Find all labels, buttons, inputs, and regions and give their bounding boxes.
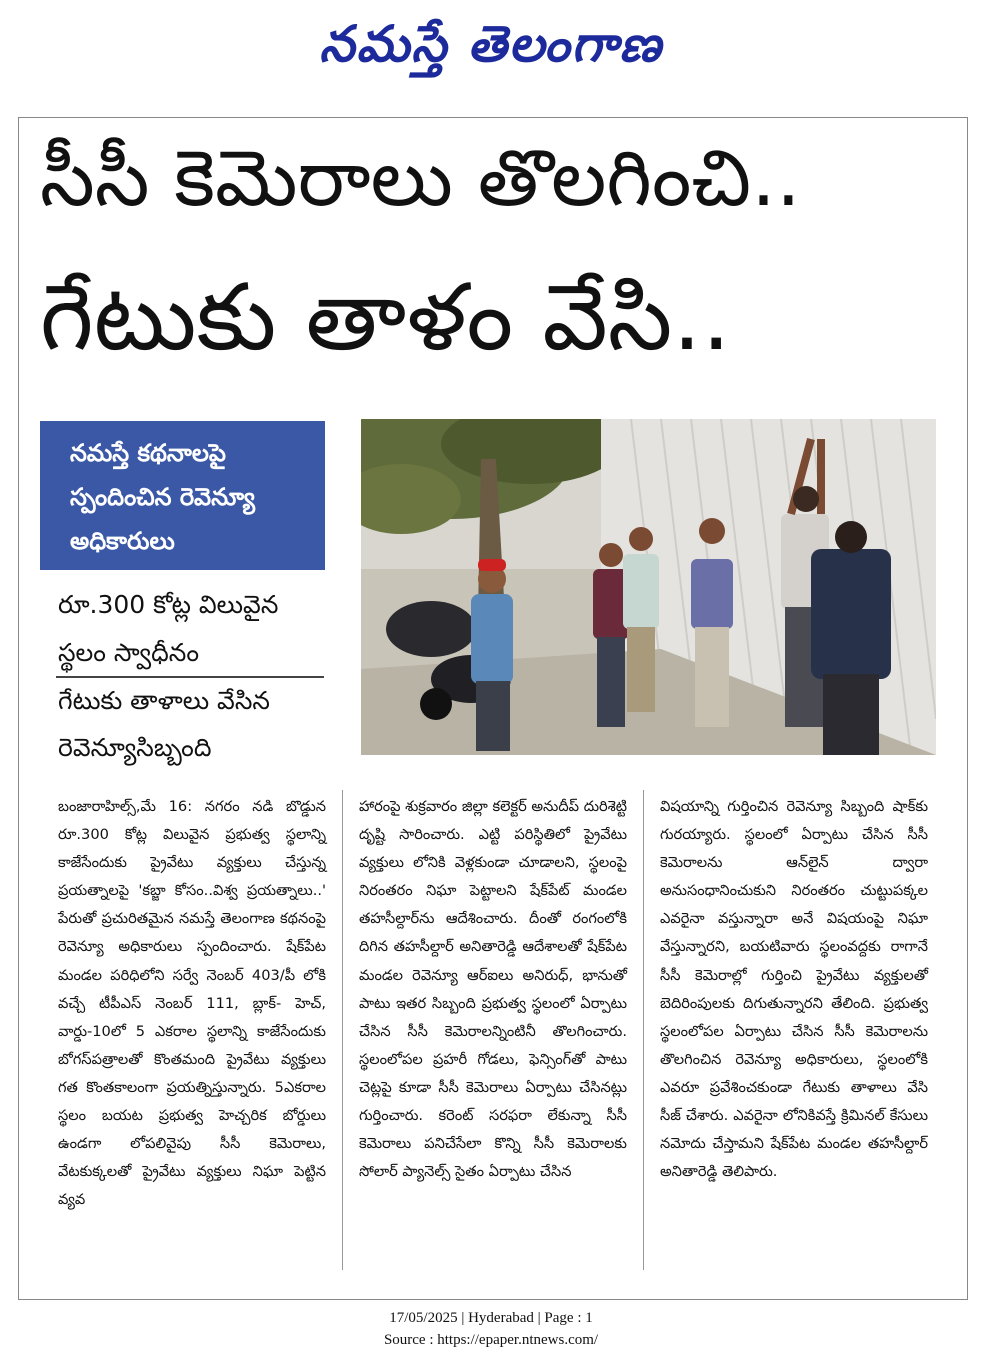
article-column-2: హారంపై శుక్రవారం జిల్లా కలెక్టర్ అనుదీప్ దురిశెట్టి దృష్టి సారించారు. ఎట్టి పరిస్థితిలో ప్రైవేటు వ్యక్తులు లోనికి వెళ్లకుండా చూడాలని, స్థలంపై నిరంతరం నిఘా పెట్టాలని షేక్‌పేట్ మండల తహసీల్దార్‌ను ఆదేశించారు. దీంతో రంగంలోకి దిగిన తహసీల్దార్ అనితారెడ్డి ఆదేశాలతో షేక్‌పేట మండల రెవెన్యూ ఆర్ఐలు అనిరుధ్, భానుతో పాటు ఇతర సిబ్బంది ప్రభుత్వ స్థలంలో ఏర్పాటు చేసిన సీసీ కెమెరాలన్నింటినీ తొలగించారు. స్థలంలోపల ప్రహరీ గోడలు, ఫెన్సింగ్‌తో పాటు చెట్లపై కూడా సీసీ కెమెరాలు ఏర్పాటు చేసినట్లు గుర్తించారు. కరెంట్ సరఫరా లేకున్నా సీసీ కెమెరాలు పనిచేసేలా కొన్ని సీసీ కెమెరాలకు సోలార్ ప్యానెల్స్ సైతం ఏర్పాటు చేసిన [359,798,627,1181]
footer-source-line: Source : https://epaper.ntnews.com/ [383,1332,599,1348]
column-rule [643,790,644,1270]
kicker-line: అధికారులు [70,527,175,555]
subhead-line: రెవెన్యూసిబ్బంది [58,733,212,762]
masthead [0,8,982,80]
kicker-line: స్పందించిన రెవెన్యూ [70,483,255,511]
kicker-line: నమస్తే కథనాలపై [70,439,226,467]
masthead-logo: నమస్తే తెలంగాణ [319,15,663,73]
headline-line-2: గేటుకు తాళం వేసి.. [40,264,731,371]
subhead-line: గేటుకు తాళాలు వేసిన [58,686,270,715]
subhead-divider [56,676,324,678]
subhead-line: రూ.300 కోట్ల విలువైన [58,590,279,619]
footer-date-line: 17/05/2025 | Hyderabad | Page : 1 [389,1310,593,1326]
headline-line-1: సీసీ కెమెరాలు తొలగించి.. [40,134,801,224]
column-rule [342,790,343,1270]
article-column-1: బంజారాహిల్స్,మే 16: నగరం నడి బొడ్డున రూ.300 కోట్ల విలువైన ప్రభుత్వ స్థలాన్ని కాజేసేందుకు ప్రైవేటు వ్యక్తులు చేస్తున్న ప్రయత్నాలపై 'కబ్జా కోసం..విశ్వ ప్రయత్నాలు..' పేరుతో ప్రచురితమైన నమస్తే తెలంగాణ కథనంపై రెవెన్యూ అధికారులు స్పందించారు. షేక్‌పేట మండల పరిధిలోని సర్వే నెంబర్ 403/పీ లోకి వచ్చే టీపీఎస్ నెంబర్ 111, బ్లాక్- హెచ్, వార్డు-10లో 5 ఎకరాల స్థలాన్ని కాజేసేందుకు బోగస్‌పత్రాలతో కొంతమంది ప్రైవేటు వ్యక్తులు గత కొంతకాలంగా ప్రయత్నిస్తున్నారు. 5ఎకరాల స్థలం బయట ప్రభుత్వ హెచ్చరిక బోర్డులు ఉండగా లోపలివైపు సీసీ కెమెరాలు, వేటకుక్కలతో ప్రైవేటు వ్యక్తులు నిఘా పెట్టిన వ్యవ [58,798,326,1209]
subhead-line: స్థలం స్వాధీనం [58,638,199,667]
news-photo [361,419,936,755]
article-column-3: విషయాన్ని గుర్తించిన రెవెన్యూ సిబ్బంది షాక్‌కు గురయ్యారు. స్థలంలో ఏర్పాటు చేసిన సీసీ కెమెరాలను ఆన్‌లైన్ ద్వారా అనుసంధానించుకుని నిరంతరం చుట్టుపక్కల ఎవరైనా వస్తున్నారా అనే విషయంపై నిఘా వేస్తున్నారని, బయటివారు స్థలంవద్దకు రాగానే సీసీ కెమెరాల్లో గుర్తించి ప్రైవేటు వ్యక్తులతో బెదిరింపులకు దిగుతున్నారని తేలింది. ప్రభుత్వ స్థలంలోపల ఏర్పాటు చేసిన సీసీ కెమెరాలను తొలగించిన రెవెన్యూ అధికారులు, స్థలంలోకి ఎవరూ ప్రవేశించకుండా గేటుకు తాళాలు వేసి సీజ్ చేశారు. ఎవరైనా లోనికివస్తే క్రిమినల్ కేసులు నమోదు చేస్తామని షేక్‌పేట మండల తహసీల్దార్ అనితారెడ్డి తెలిపారు. [660,798,928,1181]
kicker-box [40,421,325,570]
